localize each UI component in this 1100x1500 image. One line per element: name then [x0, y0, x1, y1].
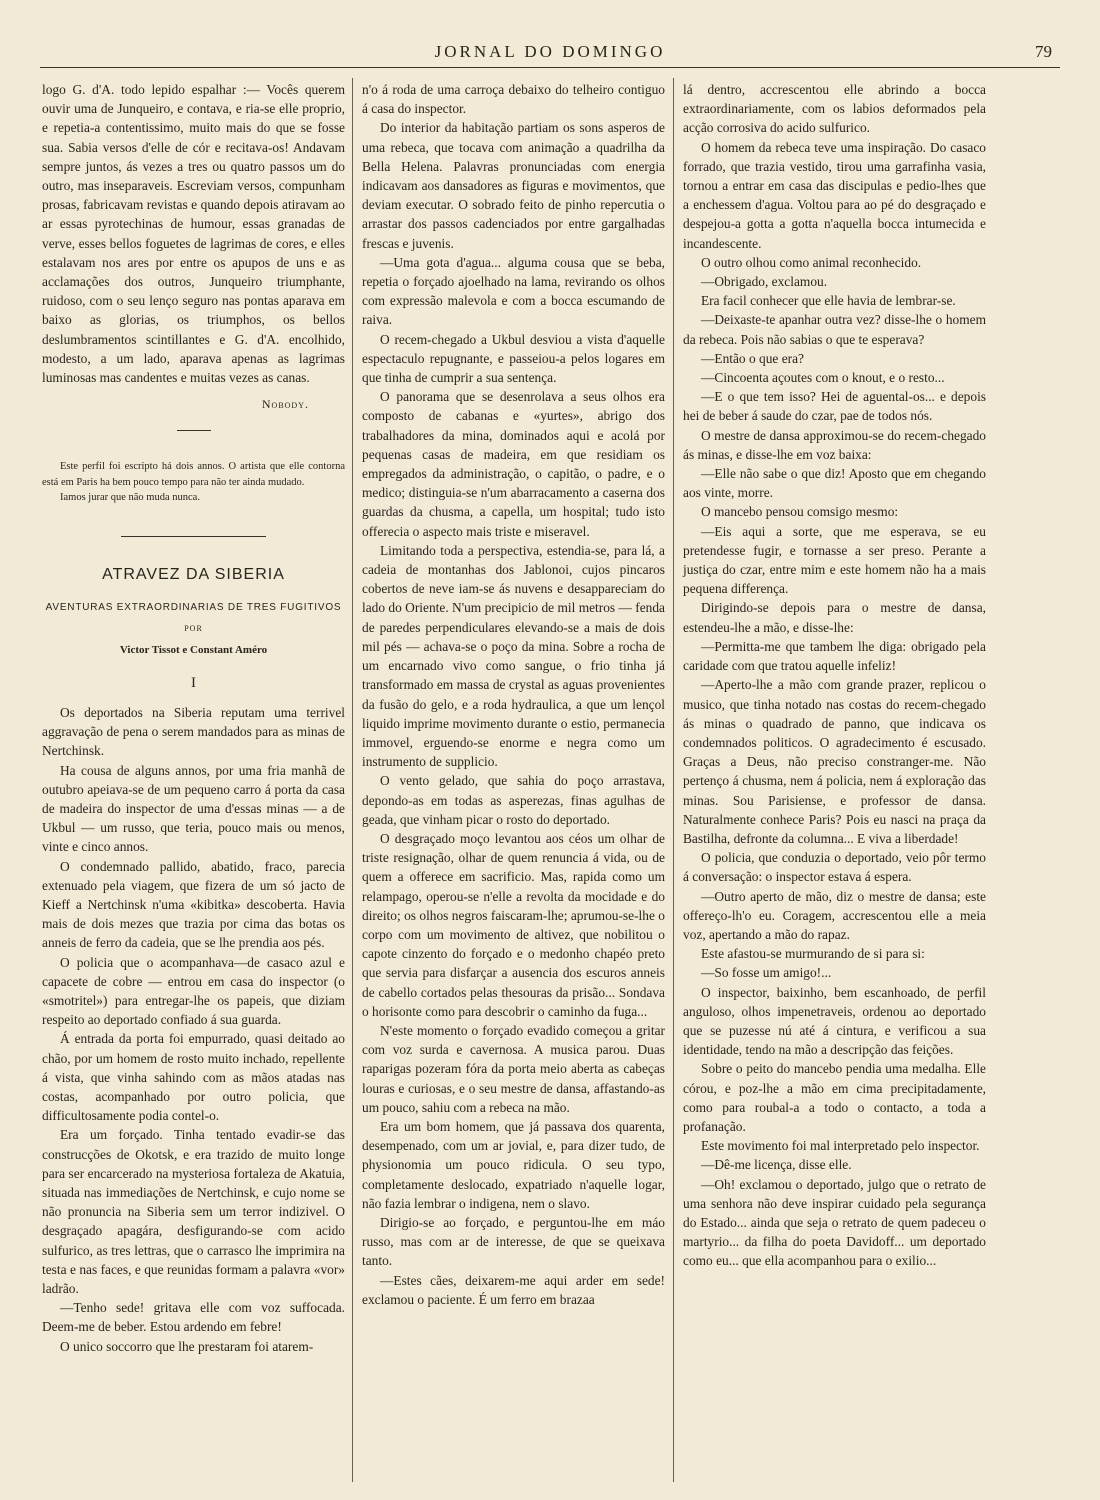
paragraph: O policia, que conduzia o deportado, veio pôr termo á conversação: o inspector estava á espera. [683, 850, 986, 885]
paragraph: —Deixaste-te apanhar outra vez? disse-lhe o homem da rebeca. Pois não sabias o que te esperava? [683, 312, 986, 347]
paragraph: —Estes cães, deixarem-me aqui arder em sede! exclamou o paciente. É um ferro em brazaa [362, 1272, 665, 1307]
paragraph: Ha cousa de alguns annos, por uma fria manhã de outubro apeiava-se de um pequeno carro á porta da casa de madeira do inspector de uma d'essas minas — a de Ukbul — um russo, que teria, pouco mais ou menos, vinte e cinco annos. [42, 762, 345, 855]
paragraph: O inspector, baixinho, bem escanhoado, de perfil anguloso, olhos impenetraveis, ordenou ao deportado que se puzesse nú até á cintura, e verificou a sua identidade, tendo na mão a descripção das feições. [683, 984, 986, 1058]
section-subtitle: AVENTURAS EXTRAORDINARIAS DE TRES FUGITIVOS [45, 602, 342, 614]
paragraph: Do interior da habitação partiam os sons asperos de uma rebeca, que tocava com animação a quadrilha da Bella Helena. Palavras pronunciadas com energia indicavam aos dansadores as figuras e movimentos, que deviam executar. O sobrado feito de pinho repercutia o arrastar dos passos cadenciados por entre gargalhadas frescas e juvenis. [362, 120, 665, 251]
paragraph: O policia que o acompanhava—de casaco azul e capacete de cobre — entrou em casa do inspector (o «smotritel») para entregar-lhe os papeis, que diziam respeito ao deportado confiado á sua guarda. [42, 954, 345, 1028]
paragraph: Os deportados na Siberia reputam uma terrivel aggravação de pena o serem mandados para as minas de Nertchinsk. [42, 704, 345, 759]
column-2 [362, 80, 665, 1309]
byline-prefix: POR [184, 624, 203, 634]
paragraph: Sobre o peito do mancebo pendia uma medalha. Elle córou, e poz-lhe a mão em cima precipitadamente, como para roubal-a a todo o contacto, a toda a profanação. [683, 1061, 986, 1134]
section-title: ATRAVEZ DA SIBERIA [102, 565, 285, 583]
paragraph: O recem-chegado a Ukbul desviou a vista d'aquelle espectaculo repugnante, e passeiou-a pelos logares em que tinha de cumprir a sua sentença. [362, 331, 665, 386]
paragraph: Á entrada da porta foi empurrado, quasi deitado ao chão, por um homem de rosto muito inchado, repellente á vista, que vinha sahindo com as mãos atadas nas costas, acompanhado por outro policia, que difficultosamente podia contel-o. [42, 1031, 345, 1124]
paragraph: O homem da rebeca teve uma inspiração. Do casaco forrado, que trazia vestido, tirou uma garrafinha vasia, tornou a entrar em casa das discipulas e pedio-lhes que a enchessem d'agua. Voltou para ao pé do desgraçado e despejou-a gotta a gotta n'aquella bocca intumecida e incandescente. [683, 139, 986, 251]
paragraph: —Aperto-lhe a mão com grande prazer, replicou o musico, que tinha notado nas costas do recem-chegado ás minas o quadrado de panno, que indicava os condemnados politicos. O agradecimento é escusado. Graças a Deus, não preciso constranger-me. Não pertenço á chusma, nem á policia, nem á exploração das minas. Sou Parisiense, e professor de dansa. Naturalmente conhece Paris? Pois eu nasci na praça da Bastilha, defronte da columna... E viva a liberdade! [683, 677, 986, 846]
chapter-number: I [191, 674, 196, 691]
paragraph: Este movimento foi mal interpretado pelo inspector. [701, 1138, 980, 1154]
paragraph: —Dê-me licença, disse elle. [701, 1157, 852, 1173]
byline-authors: Victor Tissot e Constant Améro [119, 643, 268, 656]
paragraph: n'o á roda de uma carroça debaixo do telheiro contiguo á casa do inspector. [362, 82, 665, 117]
paragraph: Era um forçado. Tinha tentado evadir-se das construcções de Okotsk, e era trazido de muito longe para ser encarcerado na mysteriosa fortaleza de Akatuia, situada nas immediações de Nertchinsk, e cujo nome se não pronuncia na Siberia sem um terror indizivel. O desgraçado apagára, desfigurando-se com acido sulfurico, as tres lettras, que o carrasco lhe imprimira na testa e nas faces, e que reunidas formam a palavra «vor» ladrão. [42, 1127, 345, 1297]
paragraph: —Permitta-me que tambem lhe diga: obrigado pela caridade com que tratou aquelle infeliz! [683, 638, 986, 674]
paragraph: —Então o que era? [701, 350, 804, 366]
paragraph: Limitando toda a perspectiva, estendia-se, para lá, a cadeia de montanhas dos Jablonoi, cujos pincaros cobertos de neve iam-se ás nuvens e desappareciam do lado do Oriente. N'um precipicio de mil metros — fenda de paredes perpendiculares elevando-se a mais de dois mil pés — achava-se o poço da mina. Sobre a rocha de um encarnado vivo como sangue, o frio tinha já transformado em massa de crystal as aguas provenientes da fusão do gelo, e a roda hydraulica, a que um lençol liquido imprime movimento durante o estio, permanecia immovel, erguendo-se enorme e negra como um instrumento de supplicio. [362, 542, 665, 770]
paragraph: O mancebo pensou comsigo mesmo: [701, 504, 899, 520]
paragraph: Era facil conhecer que elle havia de lembrar-se. [701, 293, 956, 309]
paragraph: O condemnado pallido, abatido, fraco, parecia extenuado pela viagem, que fizera de um só jacto de Kieff a Nertchinsk n'uma «kibitka» descoberta. Havia mais de dois mezes que trazia por cima das botas os anneis de ferro da cadeia, que se lhe prendia aos pés. [42, 858, 345, 951]
paragraph: —Cincoenta açoutes com o knout, e o resto... [701, 370, 945, 386]
footnote: Este perfil foi escripto há dois annos. O artista que elle contorna está em Paris ha bem pouco tempo para não ter ainda mudado. [42, 461, 345, 488]
paragraph: —Tenho sede! gritava elle com voz suffocada. Deem-me de beber. Estou ardendo em febre! [42, 1300, 345, 1335]
section-divider [121, 536, 266, 537]
paragraph: O desgraçado moço levantou aos céos um olhar de triste resignação, olhar de quem renuncia á vida, ou de quem a offerece em sacrificio. Mas, rapida como um relampago, operou-se n'elle a revolta da mocidade e do direito; os olhos negros faiscaram-lhe; aprumou-se-lhe o corpo com um movimento de altivez, que nobilitou o capote cinzento do forçado e o medonho chapéo preto que servia para disfarçar a ausencia dos escuros anneis de cabello cortados pelas thesouras da prisão... Sondava o horisonte como para descobrir o caminho da fuga... [362, 830, 665, 1019]
paragraph: O mestre de dansa approximou-se do recem-chegado ás minas, e disse-lhe em voz baixa: [683, 427, 986, 462]
footnote: Iamos jurar que não muda nunca. [60, 492, 200, 504]
paragraph: —Oh! exclamou o deportado, julgo que o retrato de uma senhora não deve inspirar cuidado pela segurança do Estado... ainda que seja o retrato de quem padeceu o martyrio... da filha do poeta Davidoff... um deportado como eu... que ella acompanhou para o exilio... [683, 1176, 986, 1269]
column-1 [42, 80, 345, 1356]
column-3 [683, 80, 986, 1271]
column-divider [673, 78, 674, 1482]
author-signature: Nobody. [261, 397, 309, 412]
paragraph: —So fosse um amigo!... [701, 965, 832, 981]
masthead [40, 42, 1060, 68]
paragraph: Dirigindo-se depois para o mestre de dansa, estendeu-lhe a mão, e disse-lhe: [683, 600, 986, 635]
paragraph: —E o que tem isso? Hei de aguental-os... e depois hei de beber á saude do czar, pae de todos nós. [683, 389, 986, 424]
paragraph: O panorama que se desenrolava a seus olhos era composto de cabanas e «yurtes», abrigo dos trabalhadores da mina, dominados aqui e acolá por pequenas casas de madeira, em que residiam os empregados da administração, o capitão, o padre, e o medico; distinguia-se n'um abarracamento a caserna dos guardas da chusma, a capella, um hospital; tudo isto offerecia o aspecto mais triste e miseravel. [362, 389, 665, 539]
paragraph: —Obrigado, exclamou. [701, 274, 828, 290]
paragraph: —Elle não sabe o que diz! Aposto que em chegando aos vinte, morre. [683, 466, 986, 501]
column-divider [352, 78, 353, 1482]
paragraph: O vento gelado, que sahia do poço arrastava, depondo-as em todas as asperezas, finas agulhas de geada, que vinham picar o rosto do deportado. [362, 773, 665, 827]
divider [177, 430, 211, 431]
paragraph: N'este momento o forçado evadido começou a gritar com voz surda e cavernosa. A musica parou. Duas raparigas pozeram fóra da porta meio aberta as cabeças louras e curiosas, e o seu mestre de dansa, affastando-as um pouco, sahiu com a rebeca na mão. [362, 1022, 665, 1115]
paragraph: Era um bom homem, que já passava dos quarenta, desempenado, com um ar jovial, e, para dizer tudo, de physionomia um pouco ridicula. O seu typo, completamente deslocado, expatriado n'aquelle logar, não fazia lembrar o indigena, nem o slavo. [362, 1118, 665, 1211]
paragraph: O outro olhou como animal reconhecido. [701, 254, 922, 270]
paragraph: —Uma gota d'agua... alguma cousa que se beba, repetia o forçado ajoelhado na lama, revirando os olhos com expressão malevola e com a bocca escumando de raiva. [362, 254, 665, 328]
newspaper-title: JORNAL DO DOMINGO [434, 42, 666, 61]
paragraph: Dirigio-se ao forçado, e perguntou-lhe em máo russo, mas com ar de interesse, de que se queixava tanto. [362, 1214, 665, 1269]
header-rule [40, 67, 1060, 68]
paragraph: lá dentro, accrescentou elle abrindo a bocca extraordinariamente, com os labios deformados pela acção corrosiva do acido sulfurico. [683, 82, 986, 136]
paragraph: logo G. d'A. todo lepido espalhar :— Vocês querem ouvir uma de Junqueiro, e contava, e ria-se elle proprio, e repetia-a contentissimo, muito mais do que se fosse sua. Sabia versos d'elle de cór e recitava-os! Andavam sempre juntos, ás vezes a tres ou quatro passos um do outro, mas inseparaveis. Escreviam versos, compunham prosas, fabricavam revistas e quando depois atiravam ao ar essas pyrotechinas de humour, essas granadas de verve, esses bellos foguetes de lagrimas de cores, e elles estalavam nos ares por entre os apupos de uns e as acclamações dos outros, Junqueiro triumphante, ruidoso, com o seu lenço seguro nas pontas aparava em baixo as glorias, os triumphos, os bellos deslumbramentos scintillantes e G. d'A. encolhido, modesto, a um lado, aparava apenas as lagrimas luminosas mas candentes e muitas vezes as canas. [42, 82, 345, 386]
paragraph: —Eis aqui a sorte, que me esperava, se eu pretendesse fugir, e tornasse a ser preso. Perante a justiça do czar, entre mim e este homem não ha a mais pequena differença. [683, 523, 986, 597]
paragraph: O unico soccorro que lhe prestaram foi atarem- [60, 1338, 314, 1354]
paragraph: —Outro aperto de mão, diz o mestre de dansa; este offereço-lh'o eu. Coragem, accrescentou elle a meia voz, apertando a mão do rapaz. [683, 888, 986, 942]
page-number: 79 [1035, 42, 1052, 61]
paragraph: Este afastou-se murmurando de si para si: [701, 946, 925, 962]
